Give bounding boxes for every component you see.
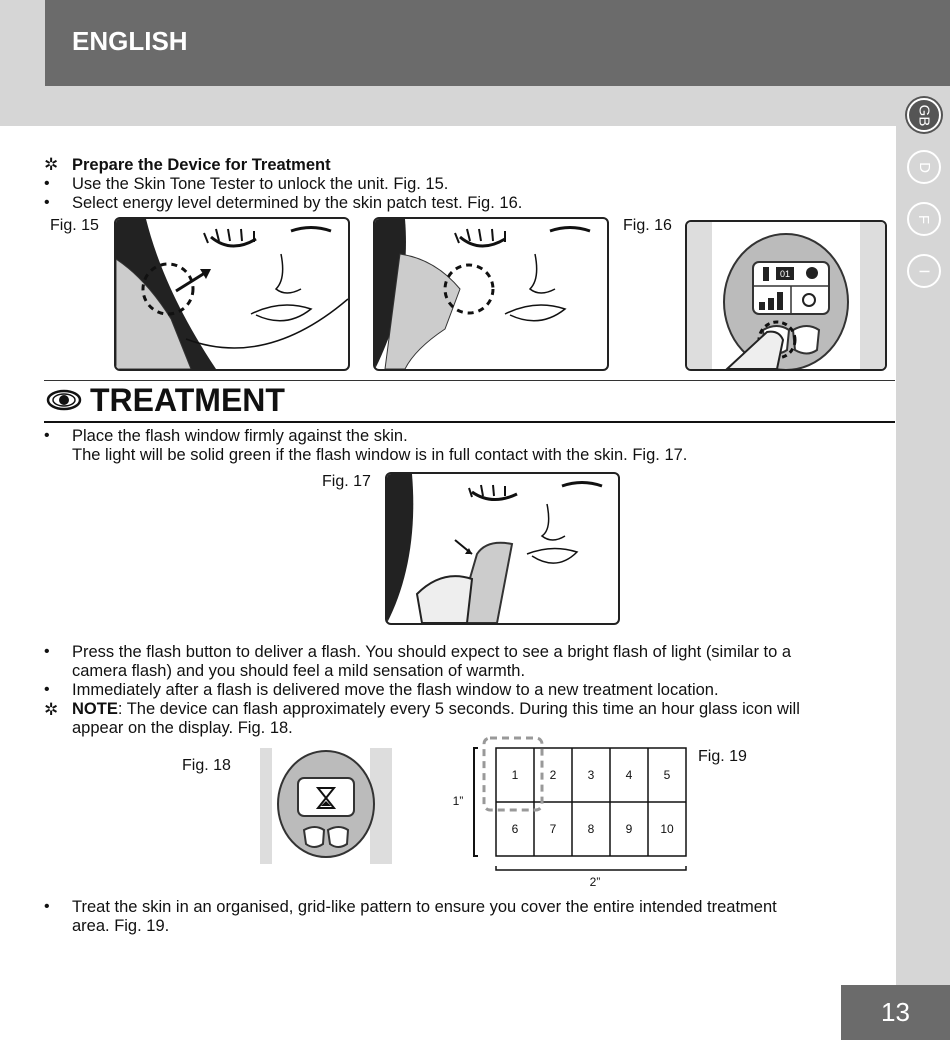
prepare-heading: Prepare the Device for Treatment: [72, 156, 331, 174]
fig16-device-display: [685, 220, 887, 371]
bullet-icon: •: [44, 898, 50, 915]
section-divider-bottom: [44, 421, 895, 423]
grid-cell: 7: [549, 822, 557, 836]
note-line-1: [72, 700, 800, 719]
bullet-icon: •: [44, 194, 50, 211]
fig17-image: [385, 472, 620, 625]
energy-level-readout: 01: [779, 269, 791, 279]
sun-icon: ✲: [44, 700, 59, 719]
fig17-label: Fig. 17: [322, 473, 371, 490]
treatment-bullet-1-line-1: Place the flash window firmly against the skin.: [72, 427, 408, 445]
grid-cell: 9: [625, 822, 633, 836]
grid-height-label: 1”: [452, 794, 464, 808]
sun-icon: ✲: [44, 155, 59, 174]
note-text: : The device can flash approximately every 5 seconds. During this time an hour glass icon will: [117, 700, 800, 718]
grid-cell: 10: [660, 822, 674, 836]
treatment-title: TREATMENT: [90, 382, 285, 418]
fig15-image-a: [114, 217, 350, 371]
eye-icon: [46, 388, 82, 417]
treatment-bullet-3: Immediately after a flash is delivered move the flash window to a new treatment location.: [72, 681, 719, 699]
grid-cell: 5: [663, 768, 671, 782]
bullet-icon: •: [44, 643, 50, 660]
language-tab-i[interactable]: I: [907, 254, 941, 288]
grid-cell: 3: [587, 768, 595, 782]
fig18-device-display: [260, 748, 392, 869]
treatment-bullet-2-line-1: Press the flash button to deliver a flash. You should expect to see a bright flash of light (similar to a: [72, 643, 792, 661]
grid-cell: 1: [511, 768, 519, 782]
header-title: ENGLISH: [72, 26, 188, 56]
language-tab-f[interactable]: F: [907, 202, 941, 236]
bullet-icon: •: [44, 175, 50, 192]
grid-cell: 8: [587, 822, 595, 836]
grid-cell: 6: [511, 822, 519, 836]
treatment-bullet-2-line-2: camera flash) and you should feel a mild sensation of warmth.: [72, 662, 526, 680]
prepare-bullet-2: Select energy level determined by the skin patch test. Fig. 16.: [72, 194, 523, 212]
fig18-label: Fig. 18: [182, 757, 231, 774]
bullet-icon: •: [44, 427, 50, 444]
fig16-label: Fig. 16: [623, 217, 672, 234]
grid-cell: 4: [625, 768, 633, 782]
language-tab-d[interactable]: D: [907, 150, 941, 184]
page-number: 13: [841, 985, 950, 1040]
treatment-bullet-4-line-2: area. Fig. 19.: [72, 917, 170, 935]
note-label: NOTE: [72, 700, 118, 718]
treatment-bullet-1-line-2: The light will be solid green if the flash window is in full contact with the skin. Fig. 17.: [72, 446, 688, 464]
treatment-bullet-4-line-1: Treat the skin in an organised, grid-like pattern to ensure you cover the entire intended treatment: [72, 898, 777, 916]
language-tab-gb[interactable]: GB: [907, 98, 941, 132]
fig19-label: Fig. 19: [698, 748, 747, 765]
section-divider-top: [44, 380, 895, 381]
grid-cell: 2: [549, 768, 557, 782]
fig19-treatment-grid: [450, 734, 690, 899]
fig15-label: Fig. 15: [50, 217, 99, 234]
note-line-2: appear on the display. Fig. 18.: [72, 719, 293, 737]
bullet-icon: •: [44, 681, 50, 698]
grid-width-label: 2”: [589, 875, 601, 889]
fig15-image-b: [373, 217, 609, 371]
prepare-bullet-1: Use the Skin Tone Tester to unlock the unit. Fig. 15.: [72, 175, 449, 193]
